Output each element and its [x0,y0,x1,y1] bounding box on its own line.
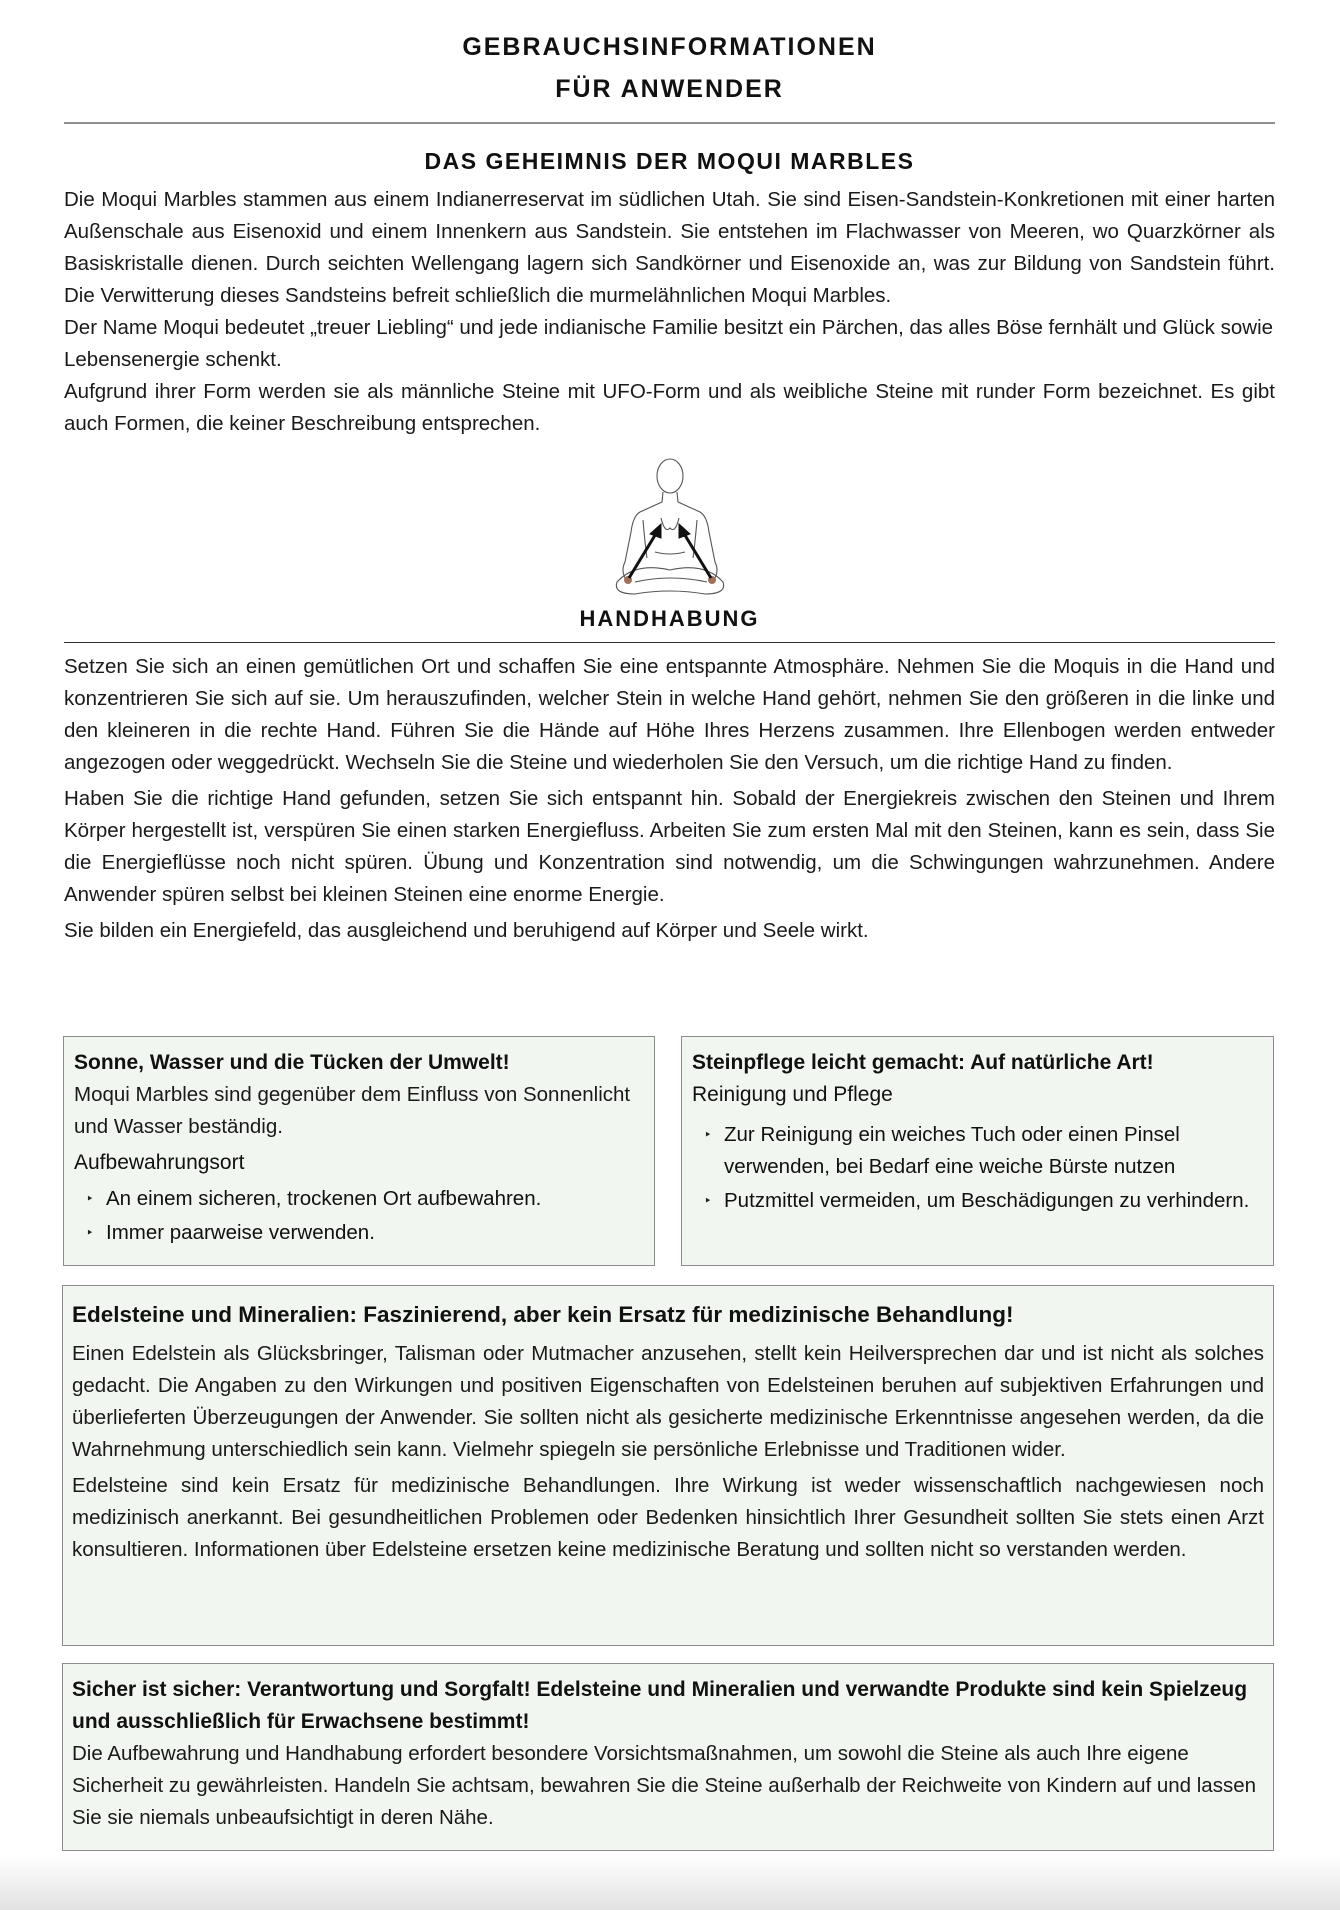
intro-heading: DAS GEHEIMNIS DER MOQUI MARBLES [424,148,915,174]
storage-list [74,1183,644,1249]
environment-box-text: Moqui Marbles sind gegenüber dem Einfluss von Sonnenlicht und Wasser beständig. [74,1083,631,1138]
handling-paragraph-1: Setzen Sie sich an einen gemütlichen Ort und schaffen Sie eine entspannte Atmosphäre. Nehmen Sie die Moquis in die Hand und konzentrieren Sie sich auf sie. Um herauszufinden, welcher Stein in welche Hand gehört, nehmen Sie den größeren in die linke und den kleineren in die rechte Hand. Führen Sie die Hände auf Höhe Ihres Herzens zusammen. Ihre Ellenbogen werden entweder angezogen oder weggedrückt. Wechseln Sie die Steine und wiederholen Sie den Versuch, um die richtige Hand zu finden. [64,655,1275,774]
storage-subheading: Aufbewahrungsort [74,1151,245,1174]
medical-disclaimer-paragraph-1: Einen Edelstein als Glücksbringer, Talisman oder Mutmacher anzusehen, stellt kein Heilversprechen dar und ist nicht als solches gedacht. Die Angaben zu den Wirkungen und positiven Eigenschaften von Edelsteinen beruhen auf subjektiven Erfahrungen und überlieferten Überzeugungen der Anwender. Sie sollten nicht als gesicherte medizinische Erkenntnisse angesehen werden, da die Wahrnehmung unterschiedlich sein kann. Vielmehr spiegeln sie persönliche Erlebnisse und Traditionen wider. [72,1342,1264,1461]
handling-heading: HANDHABUNG [579,606,760,631]
title-divider [64,122,1275,124]
safety-box-text: Die Aufbewahrung und Handhabung erfordert besondere Vorsichtsmaßnahmen, um sowohl die Steine als auch Ihre eigene Sicherheit zu gewährleisten. Handeln Sie achtsam, bewahren Sie die Steine außerhalb der Reichweite von Kindern auf und lassen Sie sie niemals unbeaufsichtigt in deren Nähe. [72,1742,1257,1829]
list-item: ‣ Putzmittel vermeiden, um Beschädigungen zu verhindern. [712,1185,1263,1217]
bullet-triangle-icon: ‣ [86,1191,94,1206]
environment-box [63,1036,655,1266]
medical-disclaimer-box [62,1285,1274,1646]
title-line-1: GEBRAUCHSINFORMATIONEN [462,33,877,61]
bullet-triangle-icon: ‣ [704,1127,712,1142]
bullet-triangle-icon: ‣ [704,1193,712,1208]
environment-box-title: Sonne, Wasser und die Tücken der Umwelt! [74,1051,510,1074]
medical-disclaimer-title: Edelsteine und Mineralien: Faszinierend, aber kein Ersatz für medizinische Behandlung! [72,1302,1014,1327]
medical-disclaimer-paragraph-2: Edelsteine sind kein Ersatz für medizinische Behandlungen. Ihre Wirkung ist weder wissenschaftlich nachgewiesen noch medizinisch anerkannt. Bei gesundheitlichen Problemen oder Bedenken hinsichtlich Ihrer Gesundheit sollten Sie stets einen Arzt konsultieren. Informationen über Edelsteine ersetzen keine medizinische Beratung und sollten nicht so verstanden werden. [72,1474,1264,1561]
handling-paragraph-3: Sie bilden ein Energiefeld, das ausgleichend und beruhigend auf Körper und Seele wirkt. [64,919,869,942]
meditation-figure-icon [595,454,745,602]
care-box-title: Steinpflege leicht gemacht: Auf natürliche Art! [692,1051,1154,1074]
bullet-triangle-icon: ‣ [86,1225,94,1240]
cleaning-subheading: Reinigung und Pflege [692,1083,893,1106]
handling-divider [64,642,1275,643]
document-page [64,0,1275,947]
title-line-2: FÜR ANWENDER [555,75,784,103]
list-item: ‣ Immer paarweise verwenden. [94,1217,644,1249]
intro-paragraph-3: Aufgrund ihrer Form werden sie als männliche Steine mit UFO-Form und als weibliche Steine mit runder Form bezeichnet. Es gibt auch Formen, die keiner Beschreibung entsprechen. [64,380,1275,435]
list-item: ‣ An einem sicheren, trockenen Ort aufbewahren. [94,1183,644,1215]
safety-box-title: Sicher ist sicher: Verantwortung und Sorgfalt! Edelsteine und Mineralien und verwandte Produkte sind kein Spielzeug und ausschließlich für Erwachsene bestimmt! [72,1678,1248,1733]
document-title [64,0,1275,110]
safety-box [62,1663,1274,1851]
handling-paragraph-2: Haben Sie die richtige Hand gefunden, setzen Sie sich entspannt hin. Sobald der Energiekreis zwischen den Steinen und Ihrem Körper hergestellt ist, verspüren Sie einen starken Energiefluss. Arbeiten Sie zum ersten Mal mit den Steinen, kann es sein, dass Sie die Energieflüsse noch nicht spüren. Übung und Konzentration sind notwendig, um die Schwingungen wahrzunehmen. Andere Anwender spüren selbst bei kleinen Steinen eine enorme Energie. [64,787,1275,906]
care-box [681,1036,1274,1266]
intro-paragraph-1: Die Moqui Marbles stammen aus einem Indianerreservat im südlichen Utah. Sie sind Eisen-Sandstein-Konkretionen mit einer harten Außenschale aus Eisenoxid und einem Innenkern aus Sandstein. Sie entstehen im Flachwasser von Meeren, wo Quarzkörner als Basiskristalle dienen. Durch seichten Wellengang lagern sich Sandkörner und Eisenoxide an, was zur Bildung von Sandstein führt. Die Verwitterung dieses Sandsteins befreit schließlich die murmelähnlichen Moqui Marbles. [64,188,1275,307]
intro-paragraph-2: Der Name Moqui bedeutet „treuer Liebling“ und jede indianische Familie besitzt ein Pärchen, das alles Böse fernhält und Glück sowie Lebensenergie schenkt. [64,316,1274,371]
cleaning-list [692,1119,1263,1217]
list-item: ‣ Zur Reinigung ein weiches Tuch oder einen Pinsel verwenden, bei Bedarf eine weiche Bürste nutzen [712,1119,1263,1183]
